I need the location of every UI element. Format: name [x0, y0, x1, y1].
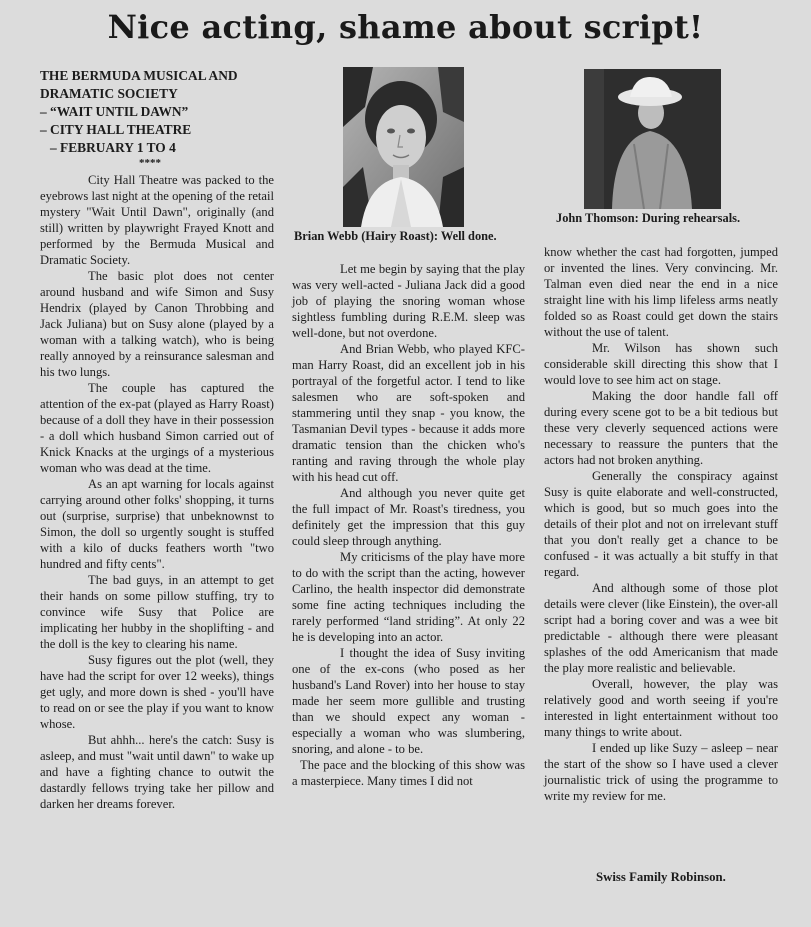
paragraph: As an apt warning for locals against carrying around other folks' shopping, it turns out (surprise, surprise) that unbeknownst to Simon, the doll so urgently sought is stuffed with a kilo of ducks feathers worth "two hundred and fifty cents". [40, 477, 274, 571]
paragraph: Making the door handle fall off during every scene got to be a bit tedious but these very cleverly sequenced actions were necessary to reassure the punters that the actors had not broken anything. [544, 389, 778, 467]
review-rubric [40, 67, 280, 169]
paragraph: Overall, however, the play was relatively good and worth seeing if you're interested in light entertainment without too many things to write about. [544, 677, 778, 739]
article-column-3 [544, 244, 778, 804]
rubric-line: DRAMATIC SOCIETY [40, 86, 178, 101]
paragraph: And Brian Webb, who played KFC-man Harry Roast, did an excellent job in his portrayal of the forgetful actor. I tend to like salesmen who are soft-spoken and stammering until they snap - you know, the Tasmanian Devil types - because it adds more dramatic tension than the chicken who's ranting and raving through the whole play with his head cut off. [292, 342, 525, 484]
costume-illustration [584, 69, 721, 209]
paragraph: Susy figures out the plot (well, they have had the script for over 12 weeks), things get ugly, and more down is shed - you'll have to read on or see the play if you want to know whose. [40, 653, 274, 731]
article-column-1 [40, 172, 274, 812]
paragraph: I thought the idea of Susy inviting one of the ex-cons (who posed as her husband's Land Rover) into her house to stay made her seem more gullible and trusting than we should expect any woman - especially a woman who was slumbering, snoring, and alone - to be. [292, 646, 525, 756]
paragraph: Let me begin by saying that the play was very well-acted - Juliana Jack did a good job of playing the snoring woman whose sightless fumbling during R.E.M. sleep was well-done, but not overdone. [292, 262, 525, 340]
paragraph: Mr. Wilson has shown such considerable skill directing this show that I would love to see him act on stage. [544, 341, 778, 387]
paragraph: My criticisms of the play have more to do with the script than the acting, however Carlino, the health inspector did demonstrate some fine acting techniques including the rarely performed “land striding”. At only 22 he is developing into an actor. [292, 550, 525, 644]
rubric-line: – CITY HALL THEATRE [40, 122, 192, 137]
portrait-illustration [343, 67, 464, 227]
author-signoff: Swiss Family Robinson. [596, 870, 726, 884]
paragraph: And although you never quite get the full impact of Mr. Roast's tiredness, you definitely get the impression that this guy could sleep through anything. [292, 486, 525, 548]
paragraph: The bad guys, in an attempt to get their hands on some pillow stuffing, try to convince wife Susy that Police are implicating her hubby in the shoplifting - and the doll is the key to clearing his name. [40, 573, 274, 651]
headline: Nice acting, shame about script! [107, 8, 704, 46]
photo-caption: John Thomson: During rehearsals. [556, 211, 741, 225]
paragraph: know whether the cast had forgotten, jumped or invented the lines. Very convincing. Mr. Talman even died near the end in a nice straight line with his limp lifeless arms neatly folded so as Roast could get down the stairs without the use of talent. [544, 245, 778, 339]
paragraph: But ahhh... here's the catch: Susy is asleep, and must "wait until dawn" to wake up and have a fighting chance to outwit the dastardly fellows trying take her pillow and darken her dreams forever. [40, 733, 274, 811]
article-column-2 [292, 261, 525, 789]
paragraph: And although some of those plot details were clever (like Einstein), the over-all script had a boring cover and was a wee bit predictable - although there were pleasant splashes of the odd Americanism that made the play more realistic and believable. [544, 581, 778, 675]
paragraph: The pace and the blocking of this show was a masterpiece. Many times I did not [292, 758, 525, 788]
rubric-line: – “WAIT UNTIL DAWN” [40, 104, 189, 119]
photo-john-thomson [584, 69, 721, 209]
paragraph: City Hall Theatre was packed to the eyebrows last night at the opening of the retail mystery "Wait Until Dawn", originally (and still) written by playwright Frayed Knott and performed by the Bermuda Musical and Dramatic Society. [40, 173, 274, 267]
paragraph: The basic plot does not center around husband and wife Simon and Susy Hendrix (played by Canon Throbbing and Jack Juliana) but on Susy alone (played by a woman with a talking watch), who is being really annoyed by a reinsurance salesman and his two lungs. [40, 269, 274, 379]
photo-brian-webb [343, 67, 464, 227]
rubric-line: – FEBRUARY 1 TO 4 [50, 140, 176, 155]
rubric-stars: **** [139, 157, 161, 169]
paragraph: I ended up like Suzy – asleep – near the start of the show so I have used a clever journalistic trick of using the programme to write my review for me. [544, 741, 778, 803]
photo-caption: Brian Webb (Hairy Roast): Well done. [294, 229, 497, 243]
paragraph: Generally the conspiracy against Susy is quite elaborate and well-constructed, which is good, but so much goes into the details of their plot and not on irrelevant stuff that you don't really get a chance to be confused - it was actually a bit stuffy in that regard. [544, 469, 778, 579]
paragraph: The couple has captured the attention of the ex-pat (played as Harry Roast) because of a doll they have in their possession - a doll which husband Simon carried out of Knick Knacks at the urgings of a mysterious woman who was dead at the time. [40, 381, 274, 475]
rubric-line: THE BERMUDA MUSICAL AND [40, 68, 238, 83]
